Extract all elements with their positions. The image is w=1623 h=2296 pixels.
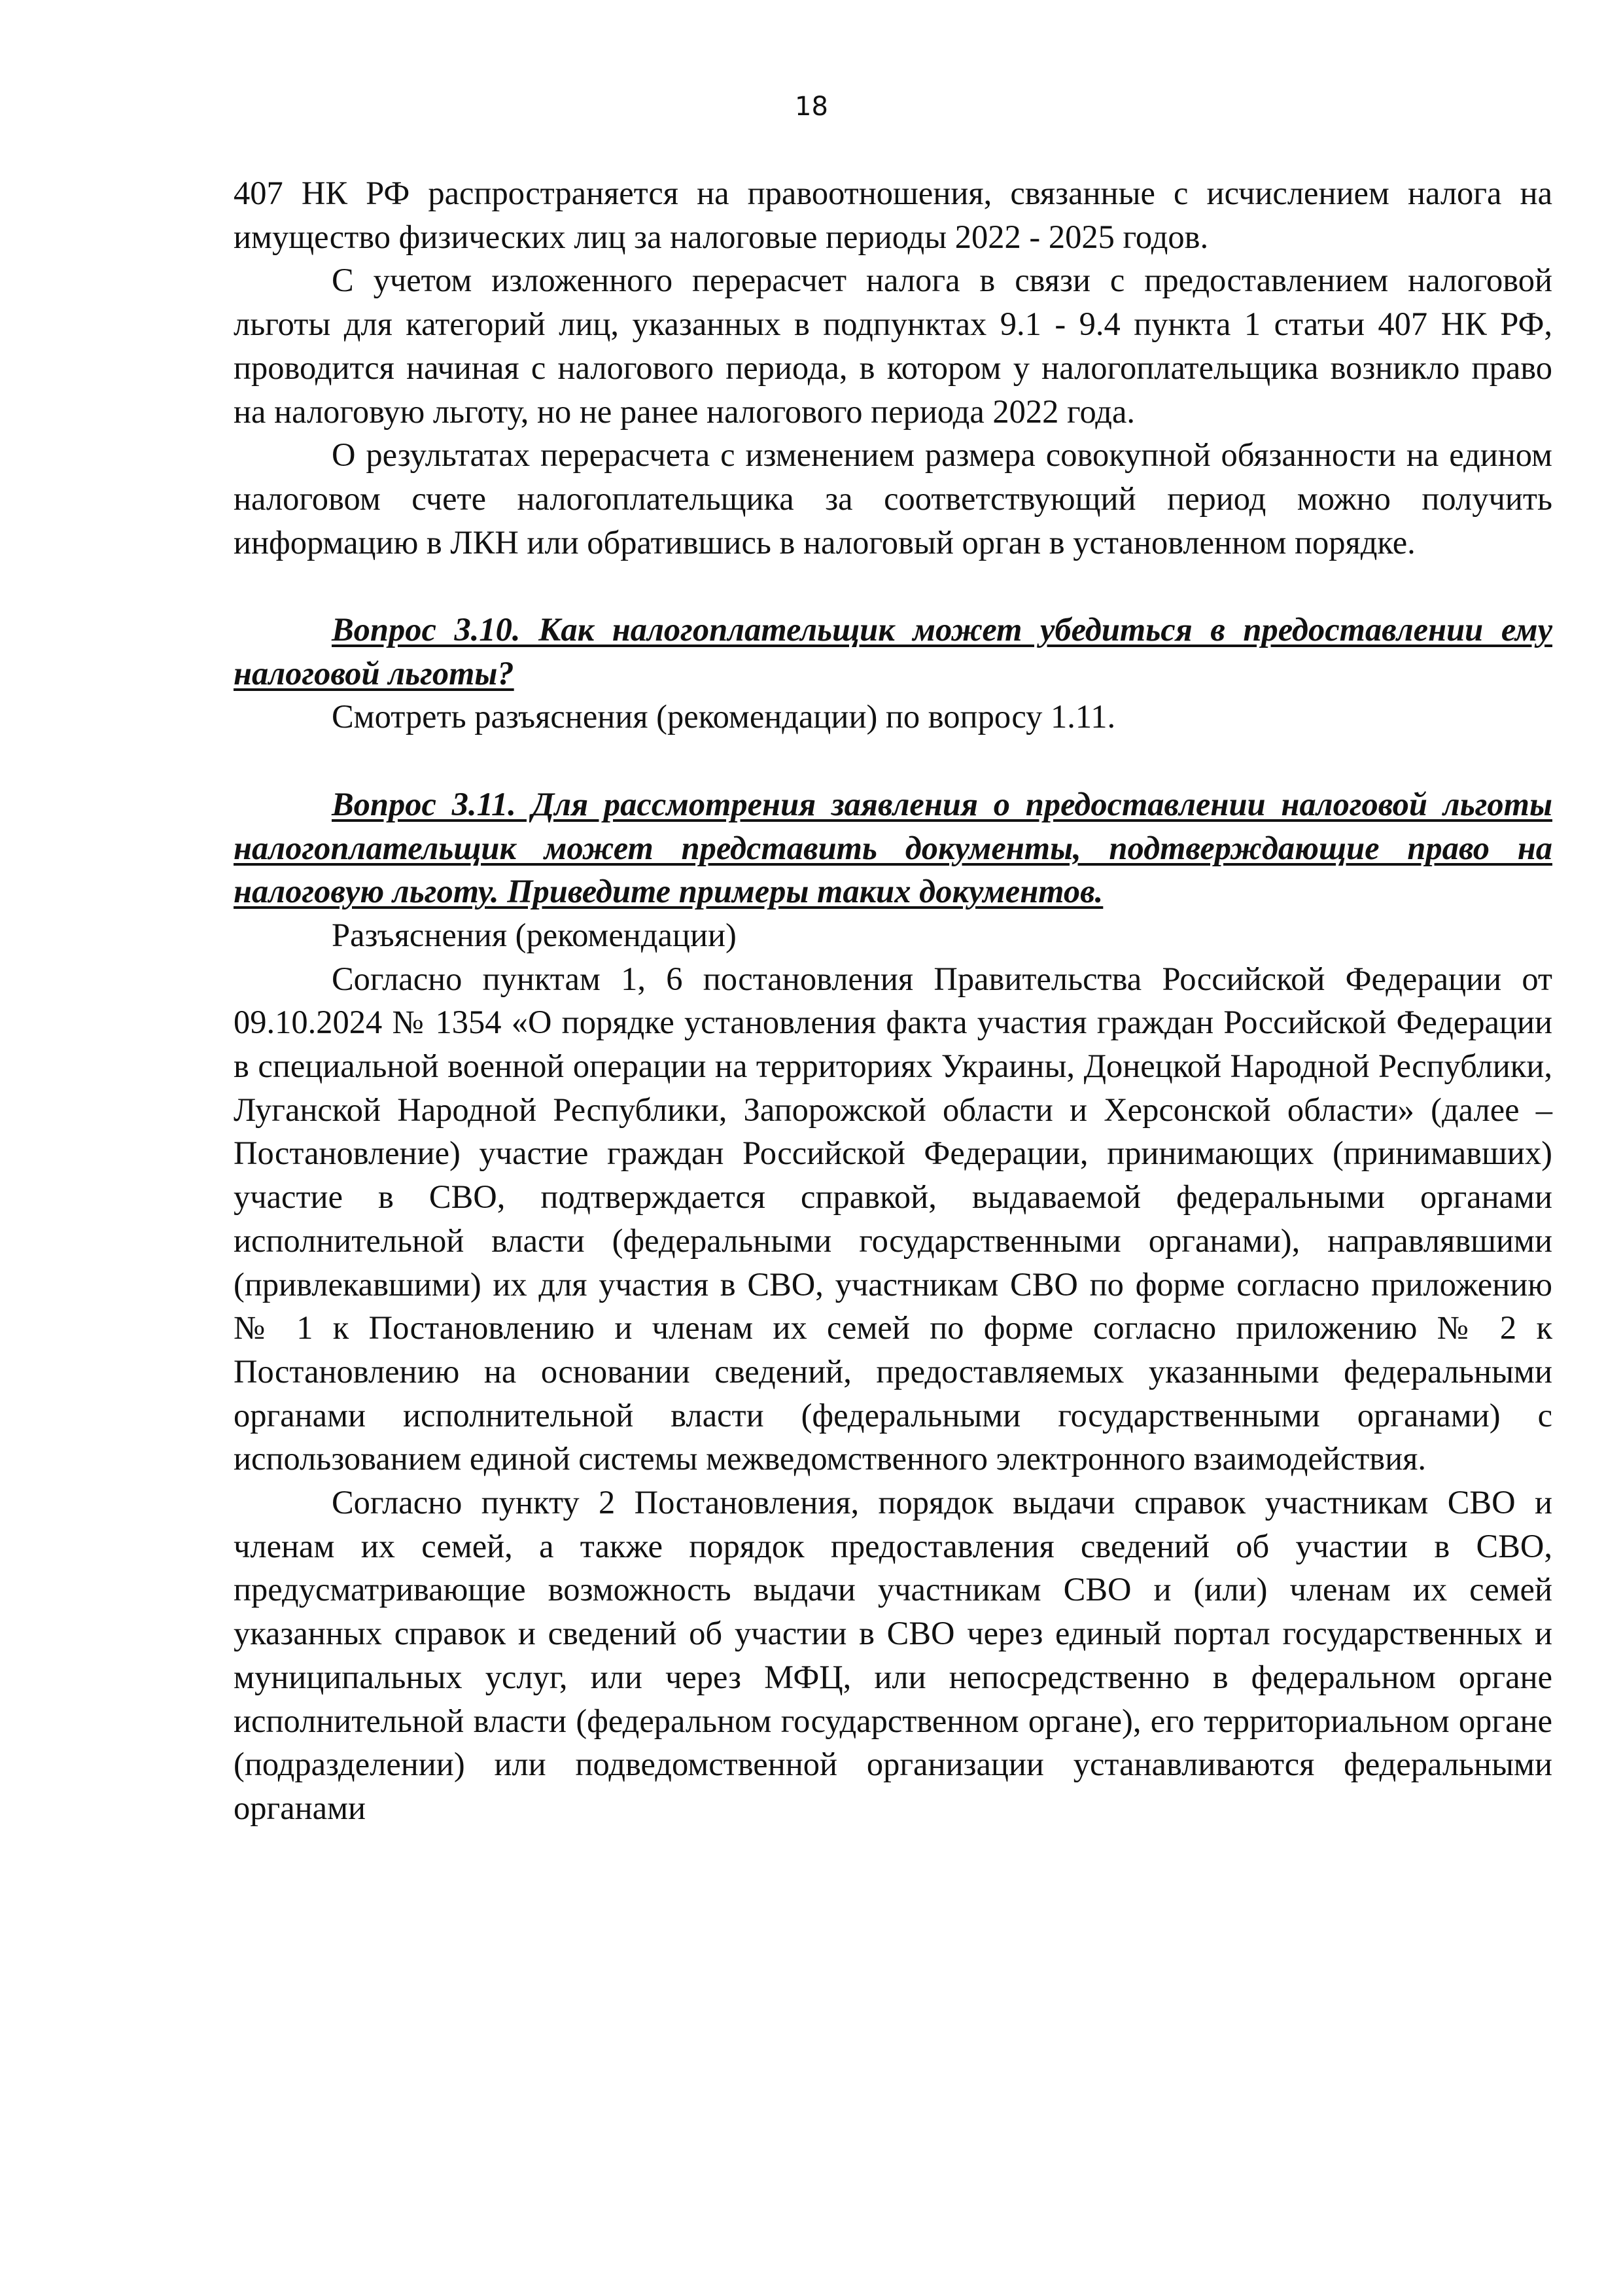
question-3-10-answer: Смотреть разъяснения (рекомендации) по вопросу 1.11. bbox=[332, 698, 1116, 735]
question-3-11-paragraph-1: Согласно пунктам 1, 6 постановления Правительства Российской Федерации от 09.10.2024 № 1354 «О порядке установления факта участия граждан Российской Федерации в специальной военной операции на территориях Украины, Донецкой Народной Республики, Луганской Народной Республики, Запорожской области и Херсонской области» (далее – Постановление) участие граждан Российской Федерации, принимающих (принимавших) участие в СВО, подтверждается справкой, выдаваемой федеральными органами исполнительной власти (федеральными государственными органами), направлявшими (привлекавшими) их для участия в СВО, участникам СВО по форме согласно приложению № 1 к Постановлению и членам их семей по форме согласно приложению № 2 к Постановлению на основании сведений, предоставляемых указанными федеральными органами исполнительной власти (федеральными государственными органами) с использованием единой системы межведомственного электронного взаимодействия. bbox=[234, 960, 1552, 1477]
question-3-10-heading: Вопрос 3.10. Как налогоплательщик может убедиться в предоставлении ему налоговой льготы? bbox=[234, 611, 1552, 692]
paragraph-continuation: 407 НК РФ распространяется на правоотношения, связанные с исчислением налога на имущество физических лиц за налоговые периоды 2022 - 2025 годов. bbox=[234, 175, 1552, 255]
paragraph-results: О результатах перерасчета с изменением размера совокупной обязанности на едином налоговом счете налогоплательщика за соответствующий период можно получить информацию в ЛКН или обратившись в налоговый орган в установленном порядке. bbox=[234, 436, 1552, 561]
page-number: 18 bbox=[795, 92, 828, 122]
question-3-11-heading: Вопрос 3.11. Для рассмотрения заявления о предоставлении налоговой льготы налогоплательщик может представить документы, подтверждающие право на налоговую льготу. Приведите примеры таких документов. bbox=[234, 785, 1552, 910]
question-3-11-subheading: Разъяснения (рекомендации) bbox=[332, 916, 737, 953]
question-3-11-paragraph-2: Согласно пункту 2 Постановления, порядок выдачи справок участникам СВО и членам их семей, а также порядок предоставления сведений об участии в СВО, предусматривающие возможность выдачи участникам СВО и (или) членам их семей указанных справок и сведений об участии в СВО через единый портал государственных и муниципальных услуг, или через МФЦ, или непосредственно в федеральном органе исполнительной власти (федеральном государственном органе), его территориальном органе (подразделении) или подведомственной организации устанавливаются федеральными органами bbox=[234, 1484, 1552, 1826]
spacer bbox=[234, 739, 1552, 783]
spacer bbox=[234, 564, 1552, 608]
paragraph-recalculation: С учетом изложенного перерасчет налога в связи с предоставлением налоговой льготы для категорий лиц, указанных в подпунктах 9.1 - 9.4 пункта 1 статьи 407 НК РФ, проводится начиная с налогового периода, в котором у налогоплательщика возникло право на налоговую льготу, но не ранее налогового периода 2022 года. bbox=[234, 262, 1552, 430]
document-body bbox=[234, 171, 1552, 1830]
